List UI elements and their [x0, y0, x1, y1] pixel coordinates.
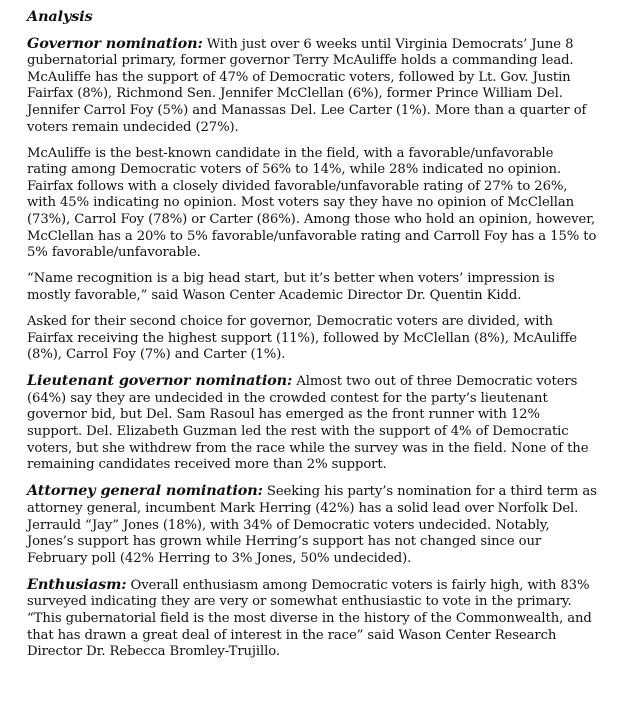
paragraph-lead: Lieutenant governor nomination:: [27, 372, 293, 390]
document-page: [27, 9, 597, 670]
paragraph-governor-nomination: [27, 36, 597, 137]
paragraph-text: Asked for their second choice for governor, Democratic voters are divided, with Fairfax receiving the highest support (11%), followed by McClellan (8%), McAuliffe (8%), Carrol Foy (7%) and Carter (1%).: [27, 314, 577, 363]
paragraph-text: Almost two out of three Democratic voters (64%) say they are undecided in the crowded contest for the party’s lieutenant governor bid, but Del. Sam Rasoul has emerged as the front runner with 12% support. Del. Elizabeth Guzman led the rest with the support of 4% of Democratic voters, but she withdrew from the race while the survey was in the field. None of the remaining candidates received more than 2% support.: [27, 374, 589, 473]
paragraph-text: Seeking his party’s nomination for a third term as attorney general, incumbent Mark Herring (42%) has a solid lead over Norfolk Del. Jerrauld “Jay” Jones (18%), with 34% of Democratic voters undecided. Notably, Jones’s support has grown while Herring’s support has not changed since our February poll (42% Herring to 3% Jones, 50% undecided).: [27, 484, 597, 566]
paragraph-text: With just over 6 weeks until Virginia Democrats’ June 8 gubernatorial primary, former governor Terry McAuliffe holds a commanding lead. McAuliffe has the support of 47% of Democratic voters, followed by Lt. Gov. Justin Fairfax (8%), Richmond Sen. Jennifer McClellan (6%), former Prince William Del. Jennifer Carrol Foy (5%) and Manassas Del. Lee Carter (1%). More than a quarter of voters remain undecided (27%).: [27, 36, 587, 135]
paragraph-favorability: [27, 146, 597, 262]
paragraph-lead: Governor nomination:: [27, 34, 203, 52]
paragraph-text: McAuliffe is the best-known candidate in the field, with a favorable/unfavorable rating among Democratic voters of 56% to 14%, while 28% indicated no opinion. Fairfax follows with a closely divided favorable/unfavorable rating of 27% to 26%, with 45% indicating no opinion. Most voters say they have no opinion of McClellan (73%), Carrol Foy (78%) or Carter (86%). Among those who hold an opinion, however, McClellan has a 20% to 5% favorable/unfavorable rating and Carroll Foy has a 15% to 5% favorable/unfavorable.: [27, 145, 597, 261]
paragraph-quote-kidd: [27, 271, 597, 304]
paragraph-attorney-general: [27, 483, 597, 567]
section-heading: Analysis: [27, 8, 93, 25]
paragraph-lieutenant-governor: [27, 373, 597, 474]
paragraph-lead: Enthusiasm:: [27, 575, 127, 593]
paragraph-text: Overall enthusiasm among Democratic voters is fairly high, with 83% surveyed indicating they are very or somewhat enthusiastic to vote in the primary. “This gubernatorial field is the most diverse in the history of the Commonwealth, and that has drawn a great deal of interest in the race” said Wason Center Research Director Dr. Rebecca Bromley-Trujillo.: [27, 577, 592, 660]
paragraph-text: “Name recognition is a big head start, but it’s better when voters’ impression is mostly favorable,” said Wason Center Academic Director Dr. Quentin Kidd.: [27, 271, 555, 303]
paragraph-lead: Attorney general nomination:: [27, 482, 263, 500]
paragraph-enthusiasm: [27, 577, 597, 661]
paragraph-second-choice: [27, 314, 597, 364]
